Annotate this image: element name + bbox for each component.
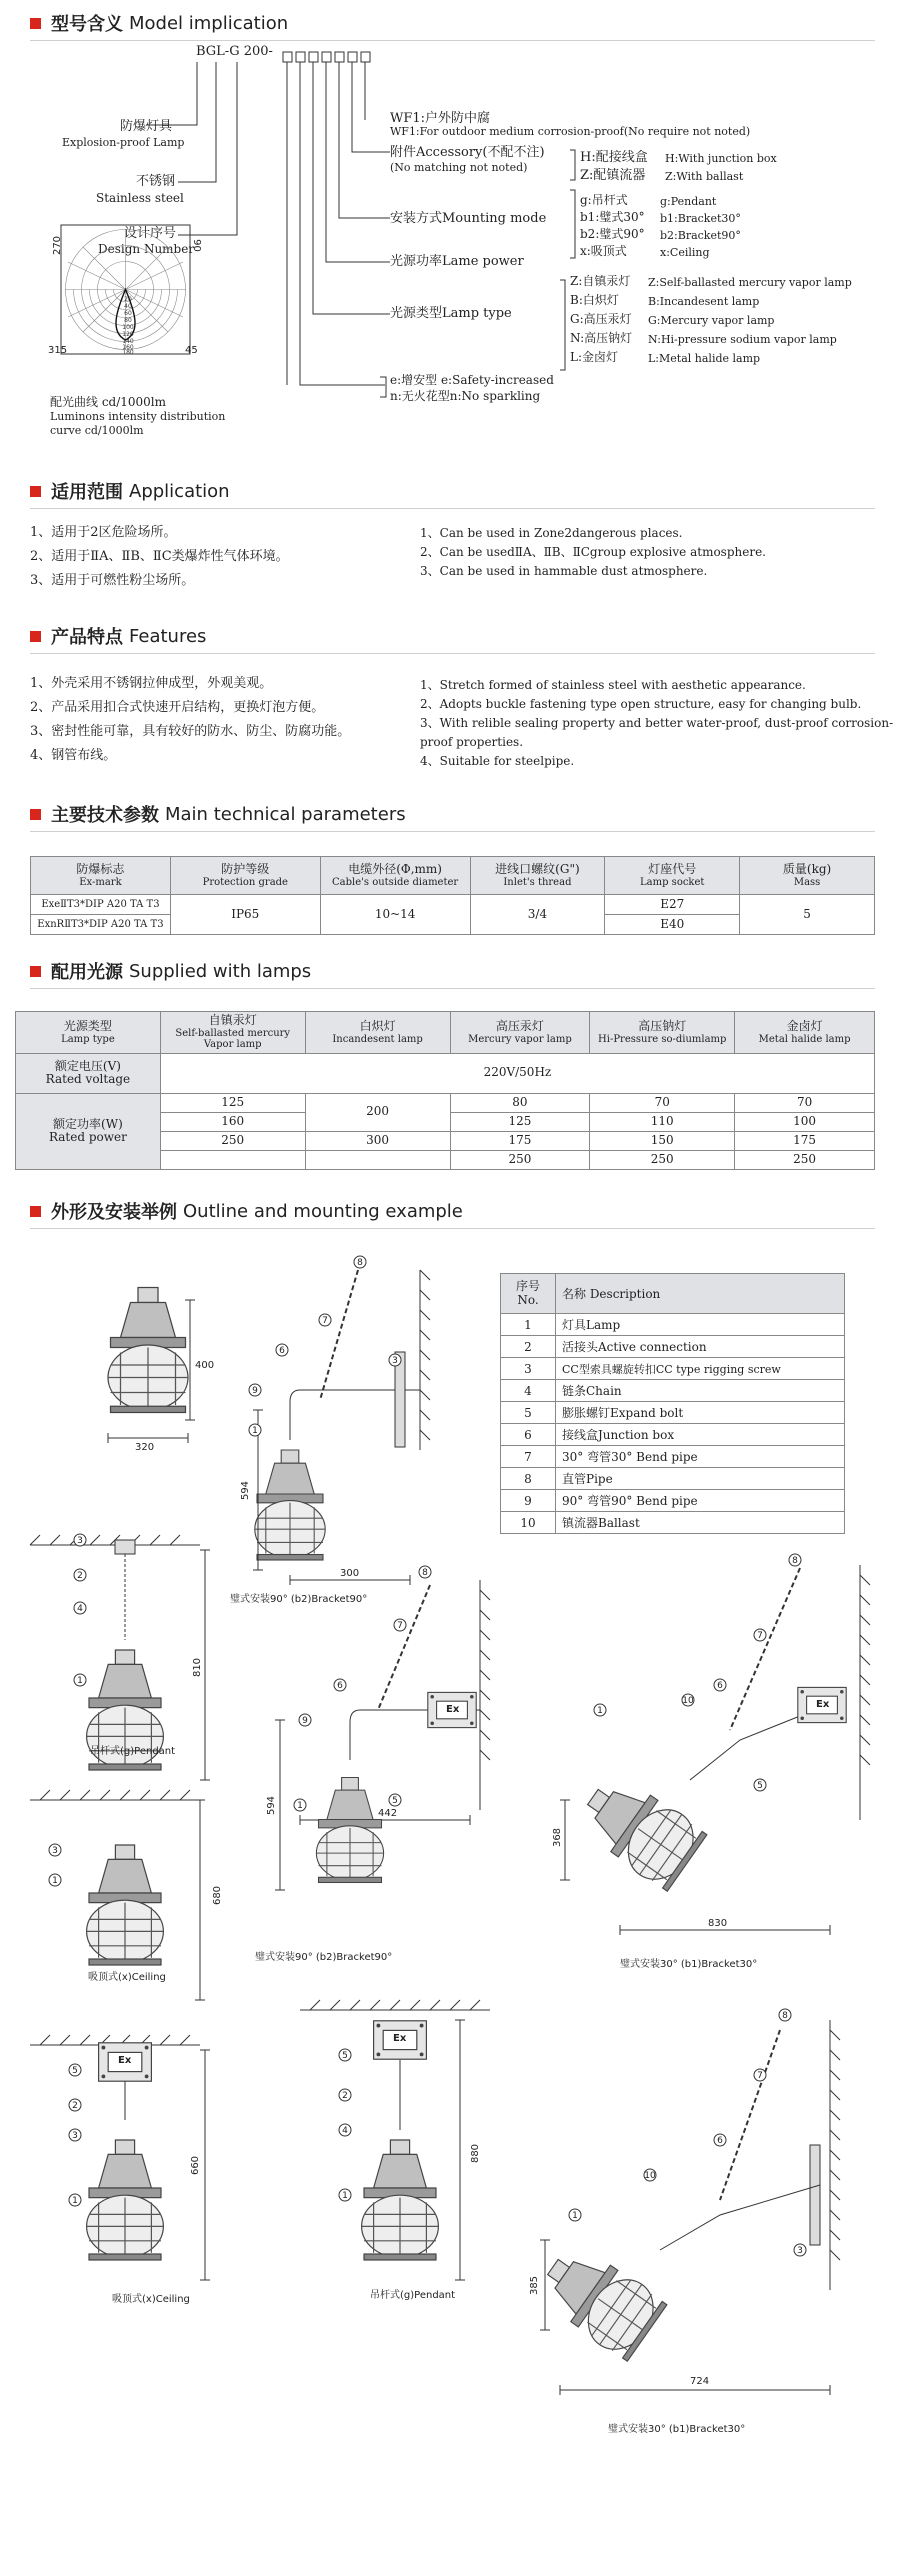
section-lamps-title: 配用光源 Supplied with lamps (30, 958, 311, 984)
dim-724: 724 (690, 2376, 710, 2387)
tech-table (30, 856, 875, 935)
caption-ceiling: 吸顶式(x)Ceiling (88, 1972, 166, 1983)
list-item: proof properties. (420, 735, 524, 749)
table-row: 7 30° 弯管30° Bend pipe (501, 1446, 845, 1468)
type-opt-g-cn: G:高压汞灯 (570, 312, 632, 326)
type-opt-n-en: N:Hi-pressure sodium vapor lamp (648, 333, 837, 346)
section-tech-title: 主要技术参数 Main technical parameters (30, 801, 406, 827)
list-item: 4、钢管布线。 (30, 748, 117, 763)
lamps-table (15, 1011, 875, 1170)
svg-text:2: 2 (77, 1571, 83, 1581)
polar-tick: 120 (122, 331, 134, 338)
ex-e: e:增安型 e:Safety-increased (390, 373, 554, 387)
design-en: Design Number (98, 242, 195, 256)
caption-bracket30-2: 璧式安装30° (b1)Bracket30° (608, 2424, 746, 2435)
table-row: 10 镇流器Ballast (501, 1512, 845, 1534)
svg-text:8: 8 (792, 1556, 798, 1566)
svg-text:4: 4 (77, 1604, 83, 1614)
divider (30, 653, 875, 654)
type-opt-z-cn: Z:自镇汞灯 (570, 274, 631, 288)
svg-text:7: 7 (757, 1631, 763, 1641)
list-item: 2、Adopts buckle fastening type open structure, easy for changing bulb. (420, 697, 862, 711)
mount-opt-x-en: x:Ceiling (660, 246, 710, 259)
list-item: 3、适用于可燃性粉尘场所。 (30, 573, 195, 588)
ex-n: n:无火花型n:No sparkling (390, 389, 541, 403)
design-cn: 设计序号 (124, 226, 177, 241)
red-square-icon (30, 631, 41, 642)
svg-text:5: 5 (392, 1796, 398, 1806)
divider (30, 988, 875, 989)
table-row: 250 300 175 150 175 (16, 1131, 875, 1150)
list-item: 2、Can be usedⅡA、ⅡB、ⅡCgroup explosive atmosphere. (420, 545, 766, 559)
svg-text:8: 8 (357, 1258, 363, 1268)
svg-text:8: 8 (782, 2011, 788, 2021)
svg-text:1: 1 (297, 1801, 303, 1811)
svg-text:6: 6 (337, 1681, 343, 1691)
polar-angle-90: 90 (190, 239, 202, 252)
curve-en1: Luminons intensity distribution (50, 410, 226, 423)
steel-cn: 不锈钢 (136, 174, 176, 189)
lamps-col-type: 光源类型 Lamp type (16, 1012, 161, 1054)
model-code: BGL-G 200- (196, 44, 273, 59)
dim-594b: 594 (266, 1795, 278, 1816)
polar-tick: 80 (124, 317, 132, 324)
svg-text:5: 5 (757, 1781, 763, 1791)
svg-text:6: 6 (717, 2136, 723, 2146)
table-row: 额定电压(V) Rated voltage 220V/50Hz (16, 1053, 875, 1093)
type-opt-b-cn: B:白炽灯 (570, 293, 619, 307)
mount-opt-g-cn: g:吊杆式 (580, 193, 628, 207)
type-opt-l-cn: L:金卤灯 (570, 350, 619, 364)
dim-680: 680 (212, 1885, 224, 1906)
lamps-col-incandescent: 白炽灯 Incandesent lamp (305, 1012, 450, 1054)
wf1-en: WF1:For outdoor medium corrosion-proof(No require not noted) (390, 125, 751, 138)
table-row: 160 125 110 100 (16, 1112, 875, 1131)
svg-text:4: 4 (342, 2126, 348, 2136)
ex-label: Ex (446, 1704, 460, 1715)
table-row: 6 接线盒Junction box (501, 1424, 845, 1446)
lamps-col-sodium: 高压钠灯 Hi-Pressure so-diumlamp (590, 1012, 735, 1054)
dim-368: 368 (552, 1827, 564, 1848)
svg-text:1: 1 (72, 2196, 78, 2206)
polar-curve-chart (58, 222, 193, 357)
parts-table: 序号 No. 名称 Description 1 灯具Lamp 2 活接头Active connection 3 CC型索具螺旋转扣CC type rigging screw 4 链条Chain 5 膨胀螺钉Expand bolt 6 接线盒Junction box 7 30° 弯管30° Bend pipe 8 直管Pipe 9 90° 弯管90° Bend pipe 10 镇流器Ballast (500, 1273, 845, 1534)
ex-label: Ex (816, 1699, 830, 1710)
list-item: 1、Can be used in Zone2dangerous places. (420, 526, 683, 540)
table-row: ExnRⅡT3*DIP A20 TA T3 E40 (31, 915, 875, 935)
svg-text:3: 3 (77, 1536, 83, 1546)
tech-col-exmark: 防爆标志 Ex-mark (31, 857, 171, 895)
table-row: 250 250 250 (16, 1150, 875, 1169)
dim-594: 594 (240, 1480, 252, 1501)
mount-label: 安装方式Mounting mode (390, 211, 547, 226)
dim-660: 660 (190, 2155, 202, 2176)
features-cn-list (30, 672, 350, 768)
tech-col-socket: 灯座代号 Lamp socket (605, 857, 740, 895)
caption-bracket90: 璧式安装90° (b2)Bracket90° (230, 1594, 368, 1605)
table-row: ExeⅡT3*DIP A20 TA T3 IP65 10~14 3/4 E27 5 (31, 895, 875, 915)
table-row: 3 CC型索具螺旋转扣CC type rigging screw (501, 1358, 845, 1380)
caption-bracket30: 璧式安装30° (b1)Bracket30° (620, 1959, 758, 1970)
ex-label: Ex (393, 2033, 407, 2044)
svg-text:1: 1 (342, 2191, 348, 2201)
type-opt-g-en: G:Mercury vapor lamp (648, 314, 775, 327)
svg-text:3: 3 (72, 2131, 78, 2141)
table-row: 9 90° 弯管90° Bend pipe (501, 1490, 845, 1512)
svg-text:7: 7 (322, 1316, 328, 1326)
steel-en: Stainless steel (96, 191, 184, 205)
svg-text:1: 1 (252, 1426, 258, 1436)
list-item: 2、产品采用扣合式快速开启结构，更换灯泡方便。 (30, 700, 325, 715)
section-application-title: 适用范围 Application (30, 478, 230, 504)
curve-en2: curve cd/1000lm (50, 424, 144, 437)
caption-pendant: 吊杆式(g)Pendant (90, 1746, 176, 1757)
list-item: 1、适用于2区危险场所。 (30, 525, 177, 540)
accessory-cn: 附件Accessory(不配不注) (390, 145, 545, 160)
svg-text:1: 1 (52, 1876, 58, 1886)
mount-opt-b2-cn: b2:璧式90° (580, 227, 645, 241)
table-row: 4 链条Chain (501, 1380, 845, 1402)
svg-text:6: 6 (717, 1681, 723, 1691)
ex-label: Ex (118, 2055, 132, 2066)
list-item: 1、Stretch formed of stainless steel with aesthetic appearance. (420, 678, 806, 692)
power-label: 光源功率Lame power (390, 254, 524, 269)
accessory-opt-z-en: Z:With ballast (665, 170, 744, 183)
dim-880: 880 (470, 2143, 482, 2164)
type-opt-z-en: Z:Self-ballasted mercury vapor lamp (648, 276, 852, 289)
tech-col-cable: 电缆外径(Φ,mm) Cable's outside diameter (320, 857, 470, 895)
lamps-col-mercury: 高压汞灯 Mercury vapor lamp (450, 1012, 590, 1054)
lamps-col-self-ballasted: 自镇汞灯 Self-ballasted mercury Vapor lamp (160, 1012, 305, 1054)
wf1-cn: WF1:户外防中腐 (390, 111, 491, 126)
table-row: 8 直管Pipe (501, 1468, 845, 1490)
polar-angle-45: 45 (185, 345, 198, 356)
dim-830: 830 (708, 1918, 728, 1929)
tech-col-protection: 防护等级 Protection grade (170, 857, 320, 895)
list-item: 3、Can be used in hammable dust atmosphere. (420, 564, 708, 578)
table-row: 额定功率(W) Rated power 125 200 80 70 70 (16, 1093, 875, 1112)
svg-text:5: 5 (72, 2066, 78, 2076)
caption-ceiling-2: 吸顶式(x)Ceiling (112, 2294, 190, 2305)
section-features-title: 产品特点 Features (30, 623, 206, 649)
table-row: 2 活接头Active connection (501, 1336, 845, 1358)
svg-text:10: 10 (644, 2171, 656, 2181)
list-item: 2、适用于ⅡA、ⅡB、ⅡC类爆炸性气体环境。 (30, 549, 289, 564)
polar-tick: 180 (122, 349, 134, 356)
dim-442: 442 (378, 1808, 398, 1819)
svg-text:9: 9 (302, 1716, 308, 1726)
divider (30, 1228, 875, 1229)
dim-320: 320 (135, 1442, 155, 1453)
lamp-cn: 防爆灯具 (120, 119, 173, 134)
svg-text:8: 8 (422, 1568, 428, 1578)
svg-text:3: 3 (392, 1356, 398, 1366)
accessory-en: (No matching not noted) (390, 161, 528, 174)
svg-text:1: 1 (572, 2211, 578, 2221)
caption-pendant-2: 吊杆式(g)Pendant (370, 2290, 456, 2301)
type-label: 光源类型Lamp type (390, 306, 512, 321)
section-model-title: 型号含义 Model implication (30, 10, 288, 36)
list-item: 4、Suitable for steelpipe. (420, 754, 575, 768)
dim-400: 400 (195, 1360, 215, 1371)
caption-bracket90-2: 璧式安装90° (b2)Bracket90° (255, 1952, 393, 1963)
mount-opt-b1-en: b1:Bracket30° (660, 212, 741, 225)
mount-opt-b2-en: b2:Bracket90° (660, 229, 741, 242)
svg-text:10: 10 (682, 1696, 694, 1706)
polar-tick: 20 (124, 296, 132, 303)
red-square-icon (30, 809, 41, 820)
svg-text:7: 7 (397, 1621, 403, 1631)
curve-cn: 配光曲线 cd/1000lm (50, 395, 167, 409)
drawing-lamp-front (108, 1288, 188, 1413)
svg-text:3: 3 (797, 2246, 803, 2256)
dim-810: 810 (192, 1657, 204, 1678)
polar-tick: 40 (124, 303, 132, 310)
svg-text:7: 7 (757, 2071, 763, 2081)
mount-opt-b1-cn: b1:璧式30° (580, 210, 645, 224)
svg-text:2: 2 (342, 2091, 348, 2101)
polar-angle-270: 270 (52, 235, 64, 256)
tech-col-mass: 质量(kg) Mass (740, 857, 875, 895)
polar-tick: 100 (122, 324, 134, 331)
dim-385: 385 (529, 2275, 541, 2296)
svg-text:1: 1 (77, 1676, 83, 1686)
list-item: 1、外壳采用不锈钢拉伸成型，外观美观。 (30, 676, 273, 691)
red-square-icon (30, 486, 41, 497)
svg-text:5: 5 (342, 2051, 348, 2061)
svg-text:1: 1 (597, 1706, 603, 1716)
dim-300: 300 (340, 1568, 360, 1579)
lamp-en: Explosion-proof Lamp (62, 136, 185, 149)
red-square-icon (30, 1206, 41, 1217)
type-opt-n-cn: N:高压钠灯 (570, 331, 633, 345)
features-en-list (420, 676, 893, 771)
divider (30, 508, 875, 509)
lamps-col-halide: 金卤灯 Metal halide lamp (735, 1012, 875, 1054)
section-outline-title: 外形及安装举例 Outline and mounting example (30, 1198, 463, 1224)
polar-tick: 160 (122, 344, 134, 351)
svg-text:2: 2 (72, 2101, 78, 2111)
svg-text:3: 3 (52, 1846, 58, 1856)
polar-tick: 140 (122, 338, 134, 345)
accessory-opt-h-cn: H:配接线盒 (580, 150, 648, 165)
svg-text:6: 6 (279, 1346, 285, 1356)
table-row: 1 灯具Lamp (501, 1314, 845, 1336)
table-row: 5 膨胀螺钉Expand bolt (501, 1402, 845, 1424)
polar-tick: 60 (124, 310, 132, 317)
mount-opt-x-cn: x:吸顶式 (580, 244, 627, 258)
mount-opt-g-en: g:Pendant (660, 195, 717, 208)
accessory-opt-h-en: H:With junction box (665, 152, 777, 165)
polar-angle-315: 315 (48, 345, 68, 356)
divider (30, 831, 875, 832)
list-item: 3、密封性能可靠，具有较好的防水、防尘、防腐功能。 (30, 724, 351, 739)
accessory-opt-z-cn: Z:配镇流器 (580, 168, 646, 183)
application-cn-list (30, 521, 289, 593)
list-item: 3、With relible sealing property and better water-proof, dust-proof corrosion- (420, 716, 894, 730)
type-opt-b-en: B:Incandesent lamp (648, 295, 760, 308)
tech-col-thread: 进线口螺纹(G") Inlet's thread (470, 857, 605, 895)
mounting-drawings (0, 1240, 900, 2551)
type-opt-l-en: L:Metal halide lamp (648, 352, 761, 365)
red-square-icon (30, 966, 41, 977)
application-en-list (420, 524, 766, 581)
svg-text:9: 9 (252, 1386, 258, 1396)
